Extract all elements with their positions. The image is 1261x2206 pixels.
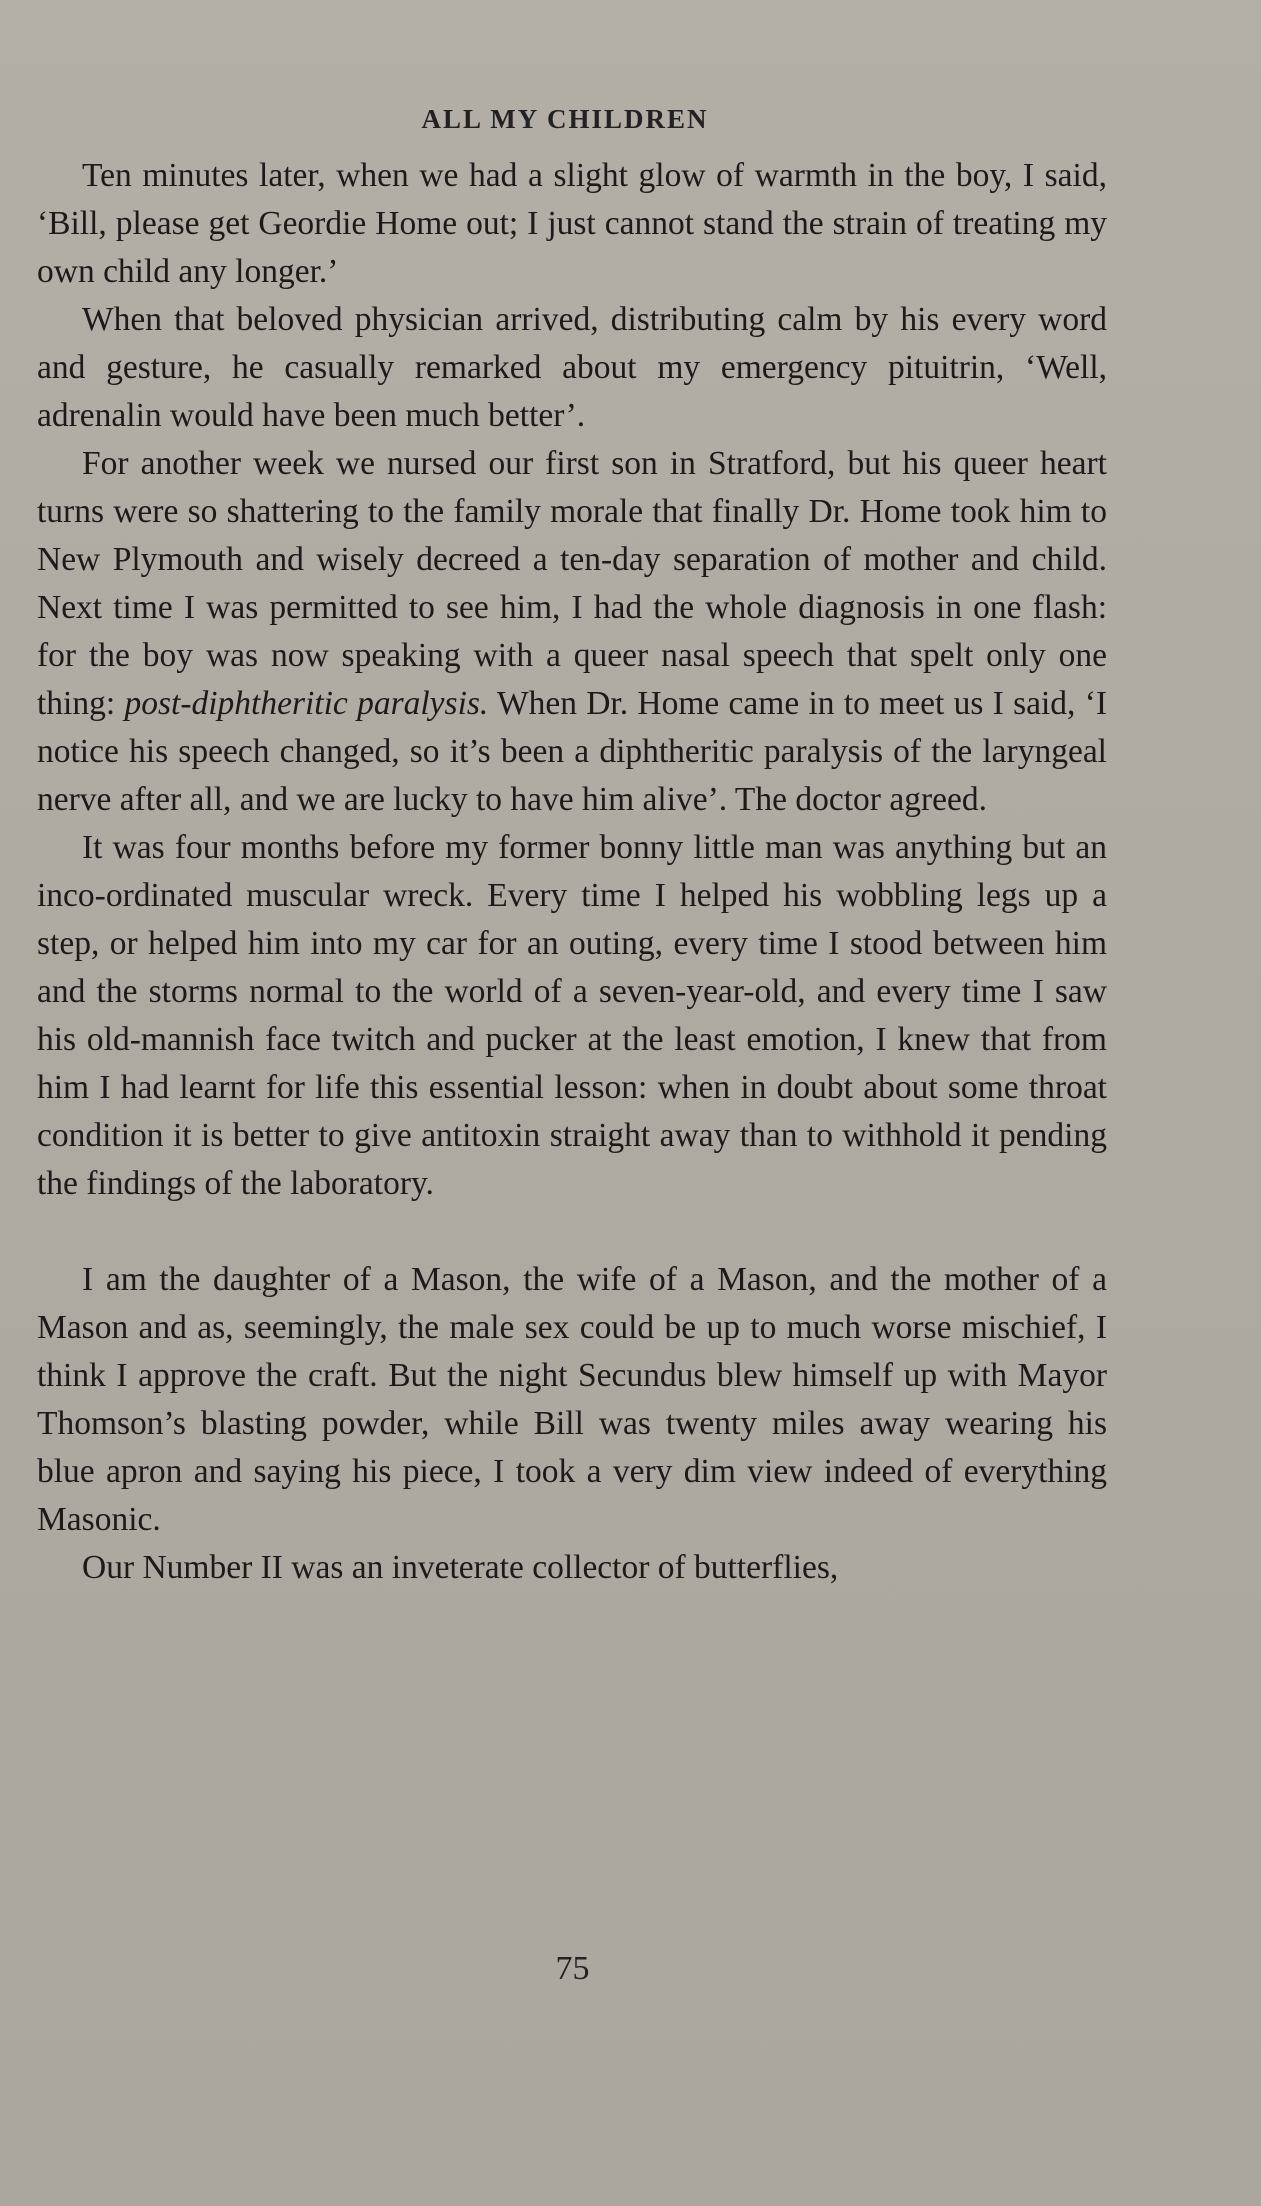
paragraph-3	[37, 440, 1107, 824]
paragraph-5: I am the daughter of a Mason, the wife of a Mason, and the mother of a Mason and as, seemingly, the male sex could be up to much worse mischief, I think I approve the craft. But the night Secundus blew himself up with Mayor Thomson’s blasting powder, while Bill was twenty miles away wearing his blue apron and saying his piece, I took a very dim view indeed of everything Masonic.	[37, 1261, 1107, 1538]
running-head: ALL MY CHILDREN	[421, 104, 709, 134]
paragraph-1: Ten minutes later, when we had a slight glow of warmth in the boy, I said, ‘Bill, please get Geordie Home out; I just cannot stand the strain of treating my own child any longer.’	[37, 157, 1107, 290]
paragraph-6: Our Number II was an inveterate collector of butterflies,	[82, 1549, 839, 1586]
page-number: 75	[555, 1950, 590, 1987]
body-text	[37, 152, 1107, 1592]
paragraph-3-text-a: For another week we nursed our first son in Stratford, but his queer heart turns were so shattering to the family morale that finally Dr. Home took him to New Plymouth and wisely decreed a ten-day separation of mother and child. Next time I was permitted to see him, I had the whole diagnosis in one flash: for the boy was now speaking with a queer nasal speech that spelt only one thing:	[37, 445, 1107, 722]
paragraph-2: When that beloved physician arrived, distributing calm by his every word and gesture, he casually remarked about my emergency pituitrin, ‘Well, adrenalin would have been much better’.	[37, 301, 1107, 434]
paragraph-3-italic: post-diphtheritic paralysis.	[124, 685, 489, 722]
paragraph-4: It was four months before my former bonny little man was anything but an inco-ordinated muscular wreck. Every time I helped his wobbling legs up a step, or helped him into my car for an outing, every time I stood between him and the storms normal to the world of a seven-year-old, and every time I saw his old-mannish face twitch and pucker at the least emotion, I knew that from him I had learnt for life this essential lesson: when in doubt about some throat condition it is better to give antitoxin straight away than to withhold it pending the findings of the laboratory.	[37, 829, 1107, 1202]
paragraph-3-text-b: When Dr. Home came in to meet us I said, ‘I notice his speech changed, so it’s been a diphtheritic paralysis of the laryngeal nerve after all, and we are lucky to have him alive’. The doctor agreed.	[37, 685, 1108, 818]
